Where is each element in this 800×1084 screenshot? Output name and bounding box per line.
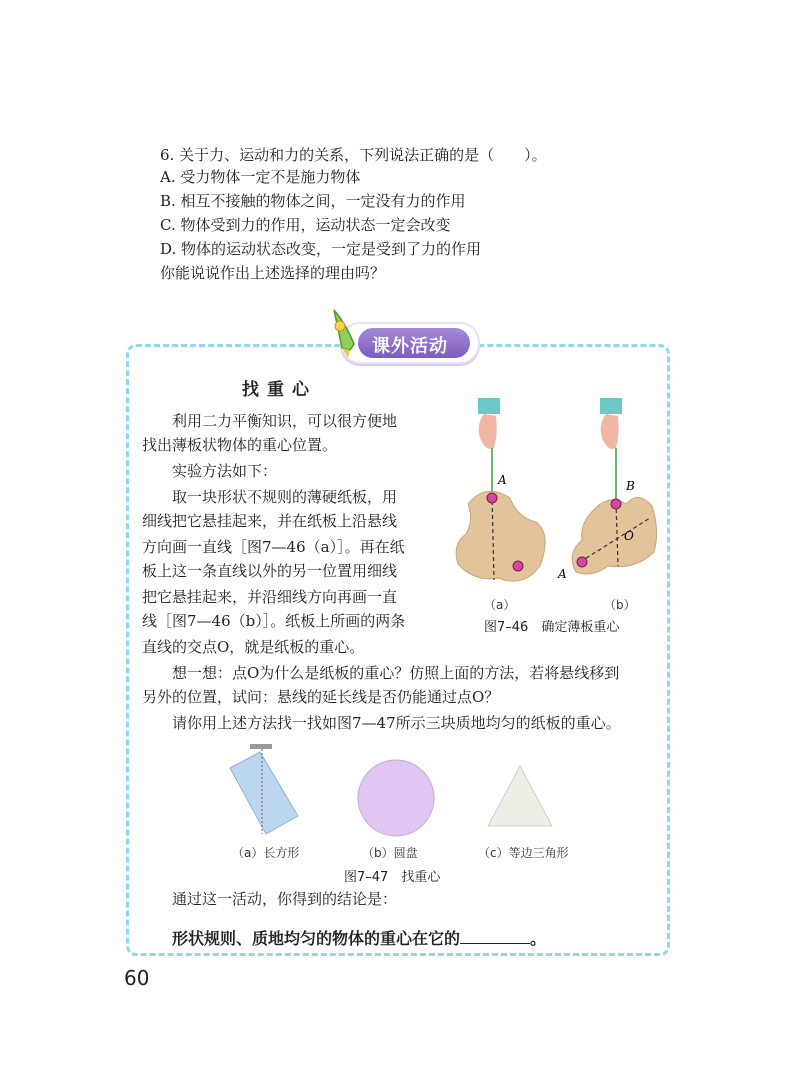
question-stem: 6. 关于力、运动和力的关系，下列说法正确的是（ ）。 xyxy=(160,146,547,164)
label-A: A xyxy=(498,473,507,487)
activity-title: 找重心 xyxy=(242,380,317,400)
conclusion-end: 。 xyxy=(530,929,547,948)
option-c: C. 物体受到力的作用，运动状态一定会改变 xyxy=(160,216,451,234)
think-line: 另外的位置，试问：悬线的延长线是否仍能通过点O？ xyxy=(142,688,500,706)
para-line: 细线把它悬挂起来，并在纸板上沿悬线 xyxy=(142,512,398,530)
pin-a2 xyxy=(513,561,523,571)
hand-a xyxy=(479,414,497,449)
option-d: D. 物体的运动状态改变，一定是受到了力的作用 xyxy=(160,240,482,258)
pin-a xyxy=(487,493,497,503)
task-line: 请你用上述方法找一找如图7—47所示三块质地均匀的纸板的重心。 xyxy=(172,714,621,732)
pin-b xyxy=(611,499,621,509)
answer-blank[interactable] xyxy=(460,929,530,944)
think-line: 想一想：点O为什么是纸板的重心？仿照上面的方法，若将悬线移到 xyxy=(172,664,620,682)
option-b: B. 相互不接触的物体之间，一定没有力的作用 xyxy=(160,192,466,210)
hand-b xyxy=(601,414,619,449)
conclusion-text: 形状规则、质地均匀的物体的重心在它的 xyxy=(172,929,461,948)
page-number: 60 xyxy=(124,966,150,990)
pin-b2 xyxy=(577,557,587,567)
figure-7-46 xyxy=(440,394,670,618)
question-followup: 你能说说作出上述选择的理由吗？ xyxy=(160,264,386,282)
para-line: 线［图7—46（b）］。纸板上所画的两条 xyxy=(142,612,406,630)
para-line: 直线的交点O，就是纸板的重心。 xyxy=(142,638,365,656)
para-line: 把它悬挂起来，并沿细线方向再画一直 xyxy=(142,588,398,606)
para-line: 利用二力平衡知识，可以很方便地 xyxy=(172,412,398,430)
para-line: 找出薄板状物体的重心位置。 xyxy=(142,436,338,454)
fig47-item-c: （c）等边三角形 xyxy=(478,846,569,860)
figure-7-47 xyxy=(220,744,570,844)
fig46-caption: 图7–46 确定薄板重心 xyxy=(484,620,620,635)
disc-board xyxy=(358,760,434,836)
label-O: O xyxy=(624,529,634,543)
para-line: 方向画一直线［图7—46（a）］。再在纸 xyxy=(142,538,405,556)
pencil-icon xyxy=(328,306,364,362)
rectangle-board xyxy=(230,752,298,834)
label-B: B xyxy=(626,479,635,493)
sleeve-a xyxy=(478,398,500,414)
fig47-caption: 图7–47 找重心 xyxy=(344,870,441,885)
badge-label: 课外活动 xyxy=(372,336,448,357)
triangle-board xyxy=(488,766,552,826)
fig47-item-a: （a）长方形 xyxy=(232,846,300,860)
option-a: A. 受力物体一定不是施力物体 xyxy=(160,168,361,186)
board-a xyxy=(456,491,545,581)
label-A-b: A xyxy=(558,567,567,581)
fig46-sub-a: （a） xyxy=(484,598,516,612)
fig46-sub-b: （b） xyxy=(604,598,636,612)
result-prompt: 通过这一活动，你得到的结论是： xyxy=(172,890,398,908)
para-line: 板上这一条直线以外的另一位置用细线 xyxy=(142,562,398,580)
conclusion xyxy=(172,926,546,949)
para-line: 实验方法如下： xyxy=(172,462,278,480)
hanger xyxy=(250,744,272,749)
sleeve-b xyxy=(600,398,622,414)
para-line: 取一块形状不规则的薄硬纸板，用 xyxy=(172,488,398,506)
fig47-item-b: （b）圆盘 xyxy=(362,846,418,860)
